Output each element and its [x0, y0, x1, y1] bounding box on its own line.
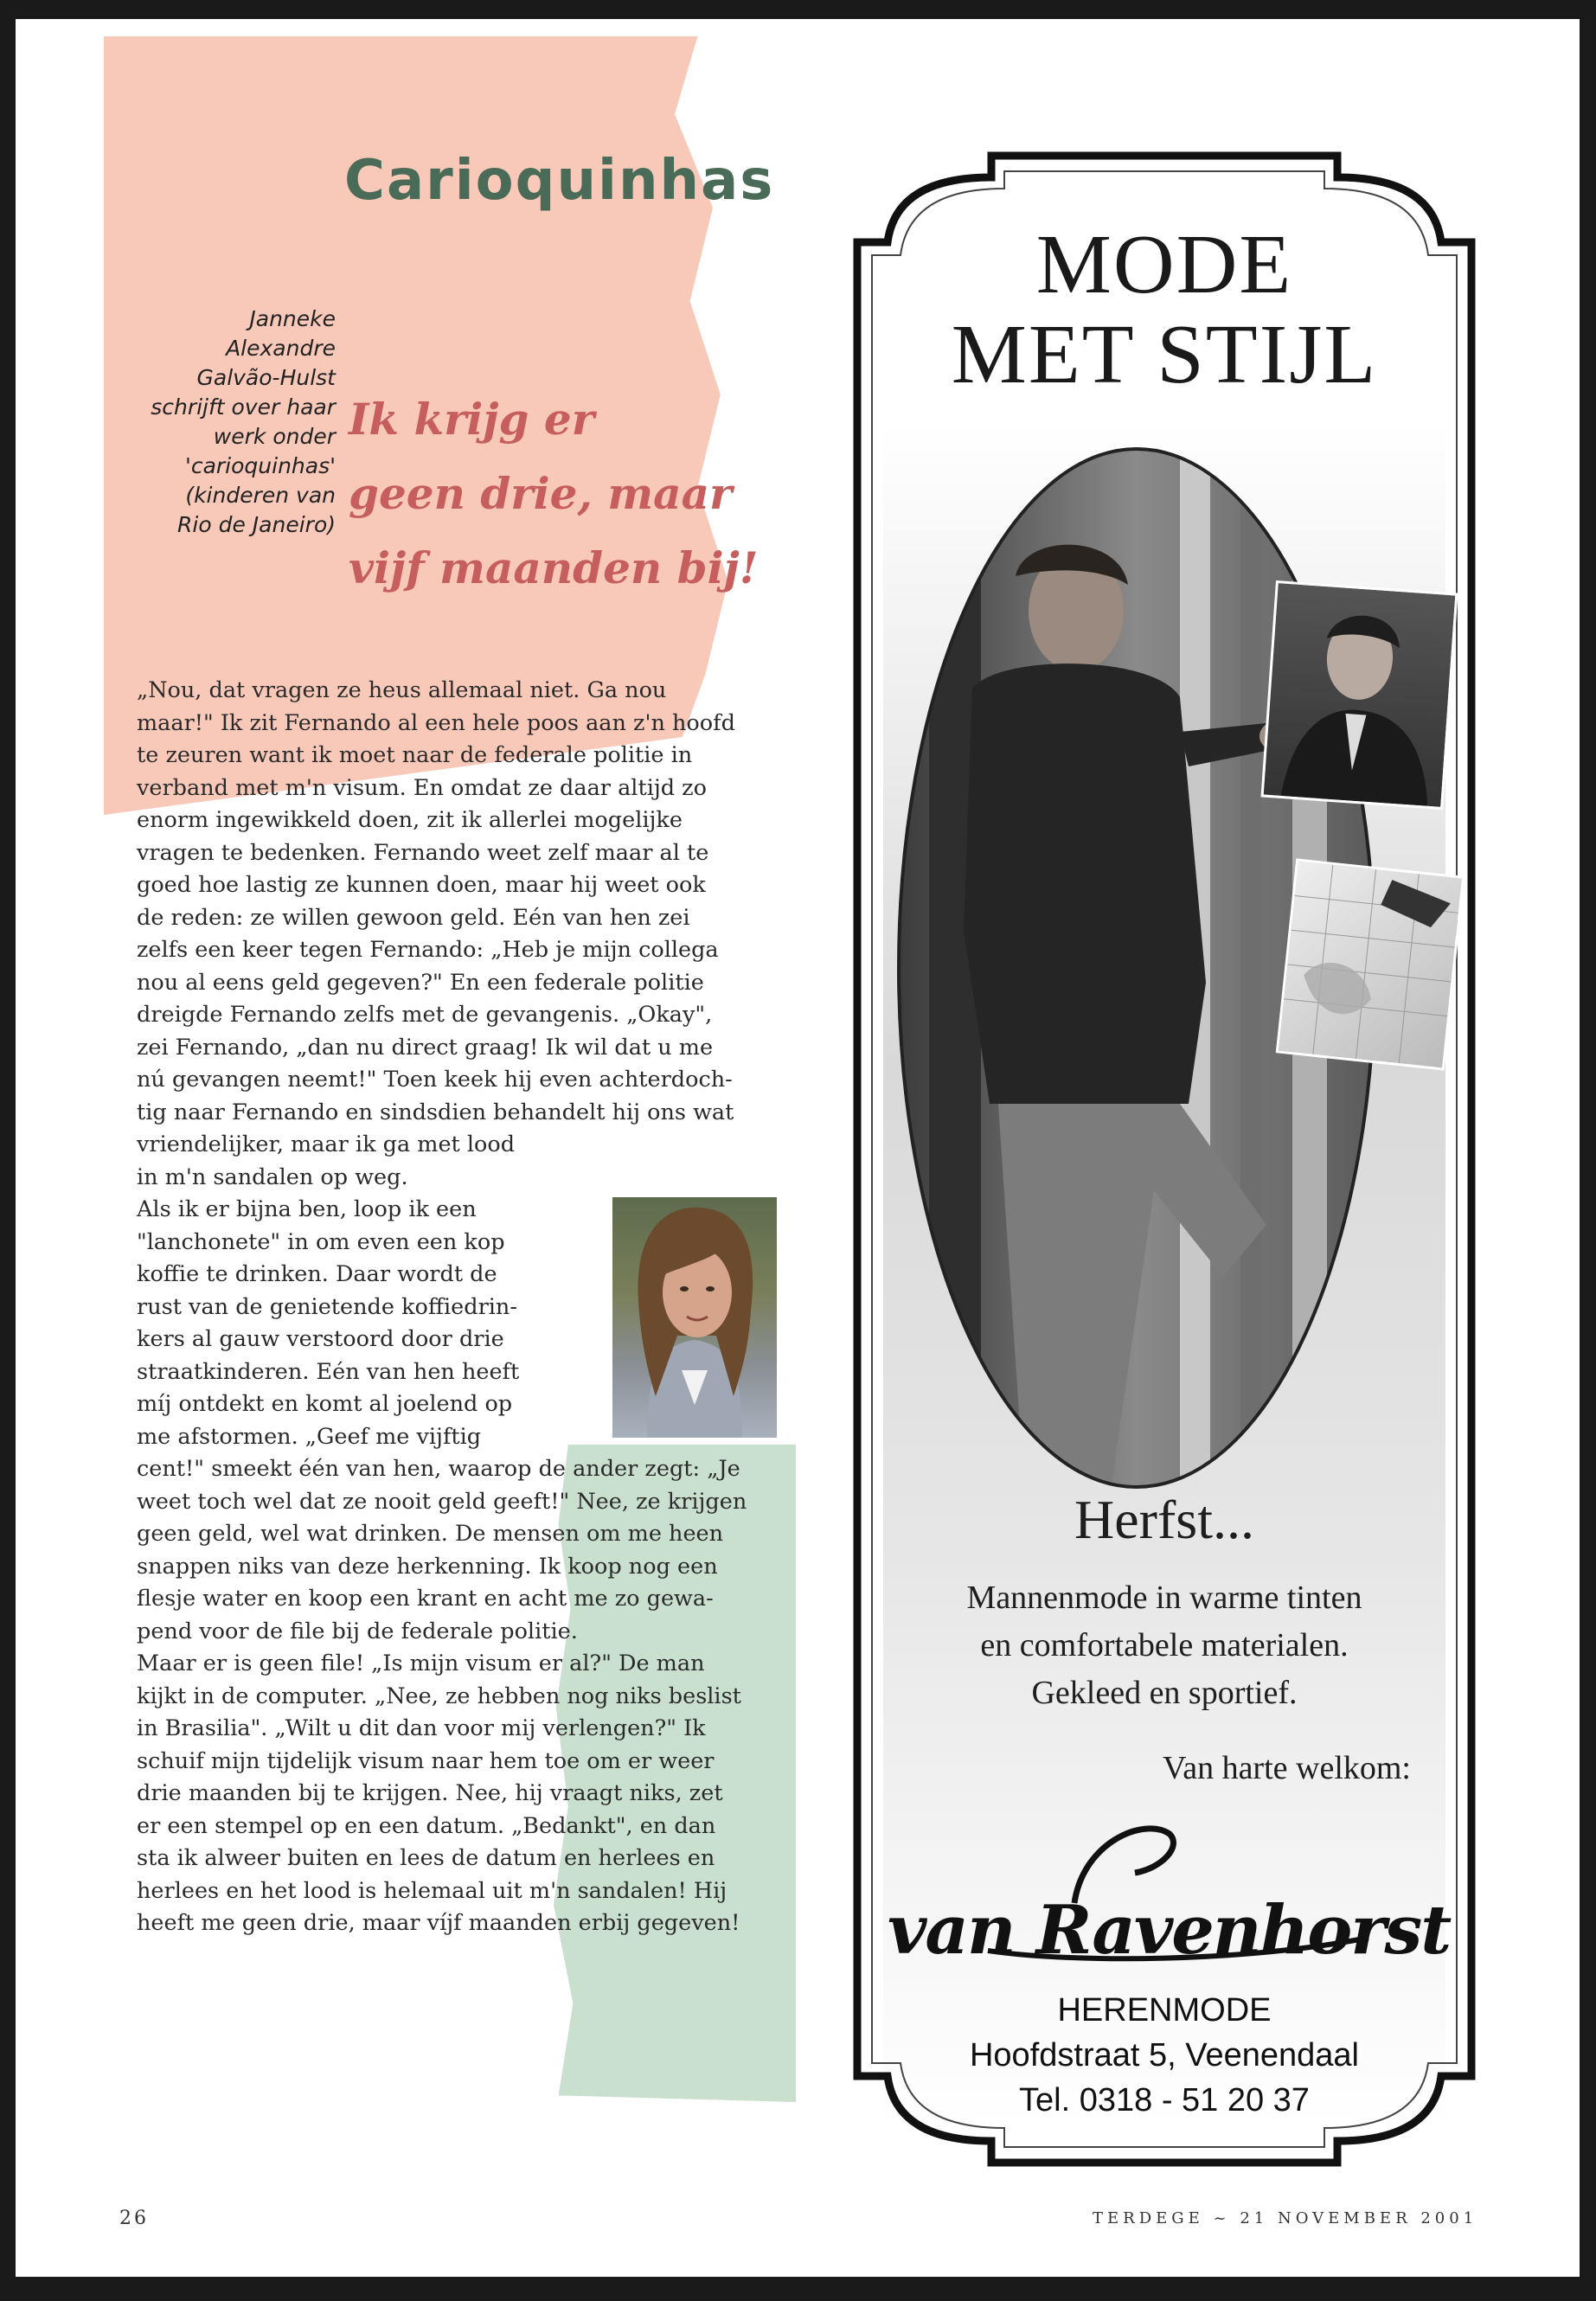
body-line: vriendelijker, maar ik ga met lood [137, 1131, 516, 1157]
body-line: heeft me geen drie, maar víjf maanden erbij gegeven! [137, 1910, 740, 1936]
body-line: me afstormen. „Geef me vijftig [137, 1423, 482, 1450]
byline-line: (kinderen van [185, 483, 336, 508]
ad-inset-portrait [1261, 580, 1458, 810]
body-line: míj ontdekt en komt al joelend op [137, 1391, 513, 1417]
body-line: Maar er is geen file! „Is mijn visum er al?" De man [137, 1650, 705, 1676]
body-line: flesje water en koop een krant en acht me zo gewa- [137, 1586, 714, 1612]
body-line: in Brasilia". „Wilt u dit dan voor mij verlengen?" Ik [137, 1715, 706, 1741]
ad-shop-line: Tel. 0318 - 51 20 37 [1019, 2082, 1310, 2118]
ad-description [836, 1574, 1493, 1717]
article-title: Carioquinhas [344, 149, 775, 213]
body-line: Als ik er bijna ben, loop ik een [137, 1196, 477, 1222]
body-line: dreigde Fernando zelfs met de gevangenis. „Okay", [137, 1002, 713, 1028]
body-line: snappen niks van deze herkenning. Ik koop nog een [137, 1553, 718, 1580]
body-line: drie maanden bij te krijgen. Nee, hij vraagt niks, zet [137, 1780, 723, 1806]
body-line: rust van de genietende koffiedrin- [137, 1293, 517, 1320]
body-line: herlees en het lood is helemaal uit m'n sandalen! Hij [137, 1877, 727, 1904]
brand-logo: van Ravenhorst [888, 1891, 1451, 1970]
magazine-page [16, 19, 1580, 2277]
article-headline [349, 382, 833, 606]
byline-line: werk onder [213, 424, 336, 449]
ad-shop-details [836, 1988, 1493, 2123]
headline-line: vijf maanden bij! [349, 542, 759, 593]
byline-line: Galvão-Hulst [196, 365, 336, 390]
body-line: vragen te bedenken. Fernando weet zelf maar al te [137, 839, 709, 866]
ad-shop-line: Hoofdstraat 5, Veenendaal [969, 2037, 1359, 2073]
body-line: zei Fernando, „dan nu direct graag! Ik wil dat u me [137, 1034, 714, 1061]
ad-inset-shirt [1276, 858, 1465, 1070]
body-line: koffie te drinken. Daar wordt de [137, 1261, 497, 1287]
byline-line: schrijft over haar [151, 394, 336, 420]
body-line: sta ik alweer buiten en lees de datum en herlees en [137, 1845, 715, 1871]
byline-line: 'carioquinhas' [184, 453, 336, 478]
body-line: maar!" Ik zit Fernando al een hele poos aan z'n hoofd [137, 709, 735, 736]
body-line: kers al gauw verstoord door drie [137, 1326, 504, 1352]
body-line: in m'n sandalen op weg. [137, 1163, 408, 1190]
ad-desc-line: en comfortabele materialen. [980, 1627, 1349, 1663]
body-line: zelfs een keer tegen Fernando: „Heb je mijn collega [137, 937, 719, 963]
ad-desc-line: Mannenmode in warme tinten [966, 1580, 1362, 1616]
author-photo [612, 1197, 777, 1438]
body-line: straatkinderen. Eén van hen heeft [137, 1358, 520, 1385]
body-line: verband met m'n visum. En omdat ze daar altijd zo [137, 774, 707, 801]
ad-desc-line: Gekleed en sportief. [1031, 1675, 1298, 1711]
ad-shop-line: HERENMODE [1057, 1992, 1272, 2029]
headline-line: Ik krijg er [349, 394, 595, 445]
body-line: weet toch wel dat ze nooit geld geeft!" Nee, ze krijgen [137, 1488, 747, 1515]
author-byline [119, 304, 336, 540]
body-line: te zeuren want ik moet naar de federale politie in [137, 742, 693, 768]
body-line: "lanchonete" in om even een kop [137, 1228, 505, 1255]
publication-footer: TERDEGE ~ 21 NOVEMBER 2001 [1093, 2209, 1478, 2227]
body-line: „Nou, dat vragen ze heus allemaal niet. Ga nou [137, 677, 667, 703]
page-number: 26 [119, 2208, 149, 2229]
body-line: schuif mijn tijdelijk visum naar hem toe om er weer [137, 1747, 715, 1774]
body-line: geen geld, wel wat drinken. De mensen om me heen [137, 1521, 724, 1547]
body-line: kijkt in de computer. „Nee, ze hebben nog niks beslist [137, 1682, 741, 1709]
body-line: er een stempel op en een datum. „Bedankt", en dan [137, 1812, 716, 1839]
byline-line: Alexandre [226, 336, 336, 361]
body-line: nú gevangen neemt!" Toen keek hij even achterdoch- [137, 1067, 733, 1093]
body-line: tig naar Fernando en sindsdien behandelt hij ons wat [137, 1099, 734, 1125]
byline-line: Janneke [249, 306, 336, 331]
body-line: nou al eens geld gegeven?" En een federale politie [137, 969, 704, 996]
body-line: goed hoe lastig ze kunnen doen, maar hij weet ook [137, 872, 706, 898]
ad-herfst-heading: Herfst... [1074, 1489, 1254, 1550]
body-line: de reden: ze willen gewoon geld. Eén van hen zei [137, 904, 690, 931]
body-line: cent!" smeekt één van hen, waarop de ander zegt: „Je [137, 1456, 740, 1482]
advertisement [836, 138, 1493, 2180]
body-line: pend voor de file bij de federale politie. [137, 1618, 578, 1644]
body-line: enorm ingewikkeld doen, zit ik allerlei mogelijke [137, 807, 683, 833]
ad-title-line-2: MET STIJL [951, 308, 1378, 401]
headline-line: geen drie, maar [349, 468, 733, 519]
byline-line: Rio de Janeiro) [177, 512, 336, 537]
ad-welcome: Van harte welkom: [1162, 1750, 1411, 1786]
ad-title-line-1: MODE [1035, 218, 1293, 311]
